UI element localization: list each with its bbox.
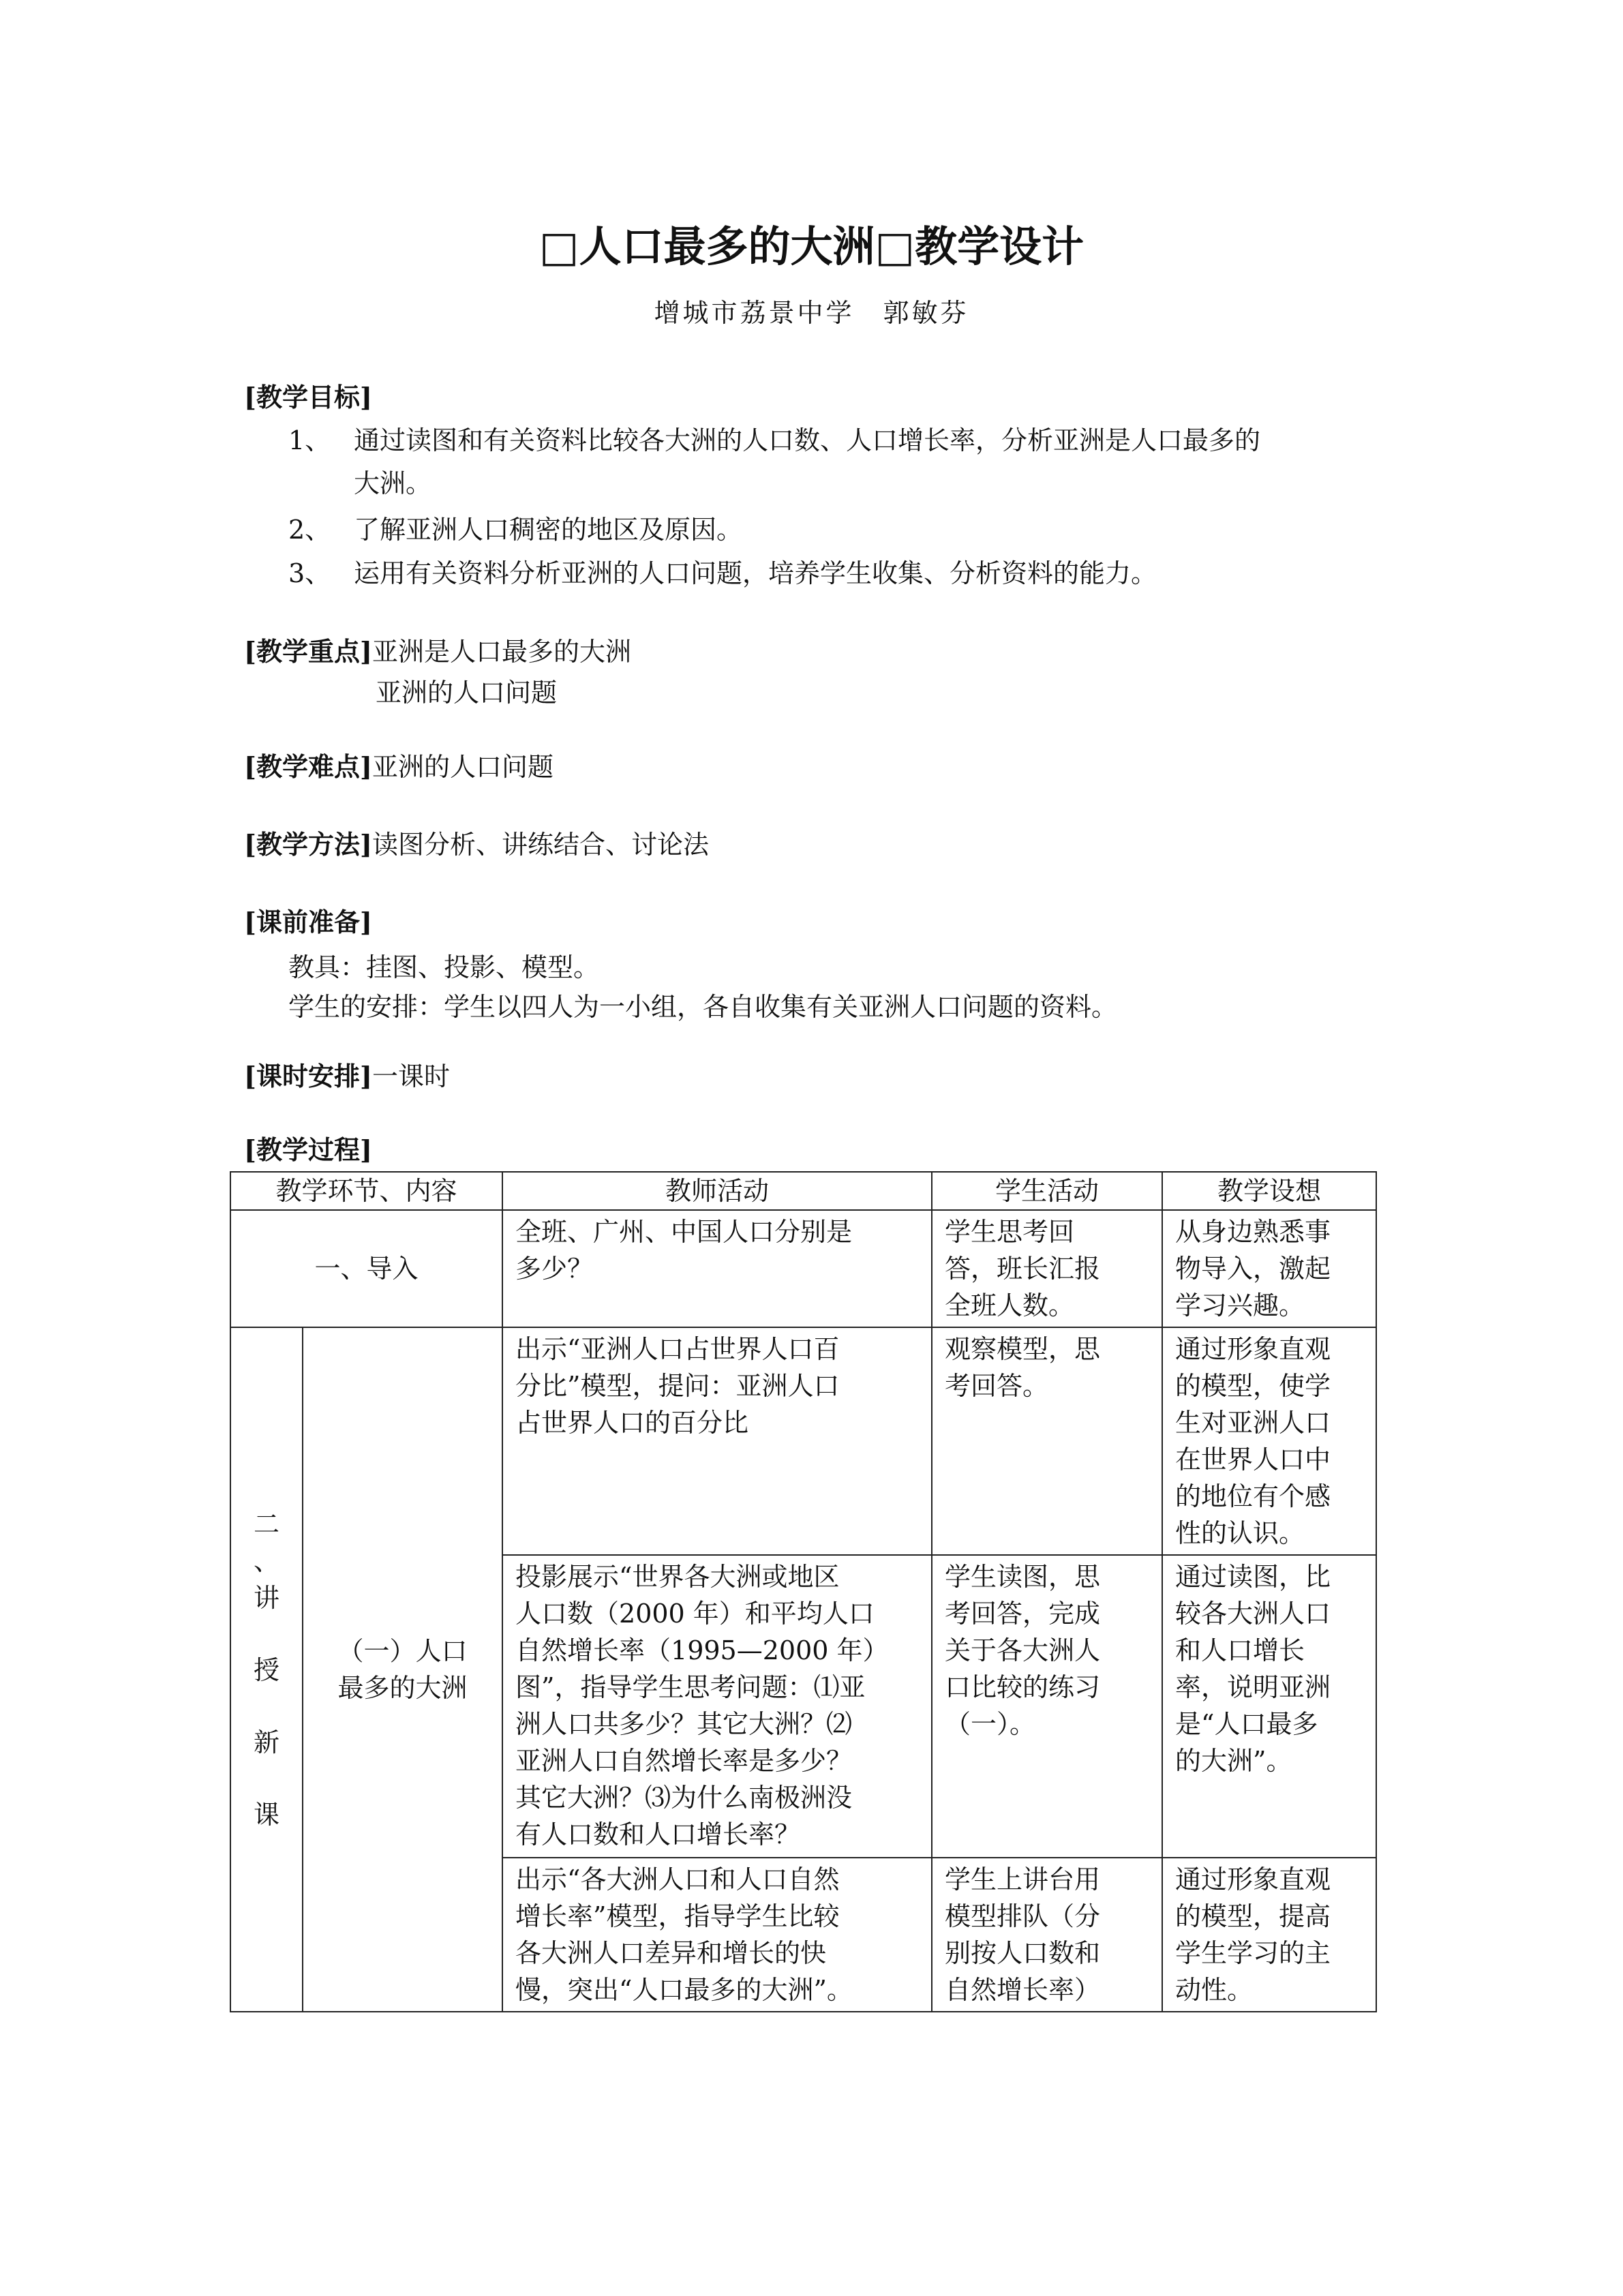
cell-line: 全班人数。: [945, 1290, 1075, 1320]
cell-line: 投影展示“世界各大洲或地区: [515, 1562, 840, 1592]
schedule: [244, 1061, 450, 1092]
cell-line: 考回答。: [945, 1371, 1049, 1401]
preparation-line1: 教具：挂图、投影、模型。: [288, 952, 600, 982]
header-teacher: 教师活动: [502, 1172, 932, 1210]
cell-line: 较各大洲人口: [1175, 1599, 1331, 1629]
header-design: 教学设想: [1162, 1172, 1376, 1210]
cell-line: 出示“亚洲人口占世界人口百: [515, 1334, 840, 1364]
author-line: 增城市荔景中学 郭敏芬: [654, 298, 969, 328]
key-points: [244, 636, 631, 667]
cell-line: 学生上讲台用: [945, 1864, 1101, 1894]
intro-stage: 一、导入: [230, 1210, 502, 1327]
cell-line: 自然增长率（1995—2000 年）: [515, 1635, 889, 1665]
objective-num: 1、: [288, 425, 331, 455]
document-title: □人口最多的大洲□教学设计: [539, 222, 1084, 271]
cell-line: 亚洲人口自然增长率是多少？: [515, 1746, 853, 1776]
section1-label: [303, 1327, 502, 2012]
header-student: 学生活动: [932, 1172, 1162, 1210]
cell-line: 的模型，提高: [1175, 1901, 1331, 1931]
row1-student: [932, 1327, 1162, 1555]
difficulty-text: 亚洲的人口问题: [371, 752, 553, 782]
intro-teacher: [502, 1210, 932, 1327]
cell-line: 出示“各大洲人口和人口自然: [515, 1864, 840, 1894]
cell-line: 最多的大洲: [337, 1673, 468, 1703]
process-heading-text: [教学过程]: [244, 1134, 372, 1165]
schedule-text: 一课时: [371, 1061, 450, 1091]
cell-line: 通过形象直观: [1175, 1864, 1331, 1894]
cell-line: 模型排队（分: [945, 1901, 1101, 1931]
stage2-label: [230, 1327, 303, 2012]
cell-line: 占世界人口的百分比: [515, 1408, 749, 1438]
cell-line: （一）。: [945, 1709, 1036, 1739]
cell-line: 是“人口最多: [1175, 1709, 1318, 1739]
difficulty-heading: [教学难点]: [244, 751, 372, 782]
table-header-row: [230, 1172, 1376, 1210]
process-table: [230, 1171, 1377, 2012]
objective-num: 2、: [288, 515, 331, 545]
objective-item-2: [288, 514, 742, 545]
header-stage: 教学环节、内容: [230, 1172, 502, 1210]
preparation-heading-text: [课前准备]: [244, 907, 372, 937]
cell-line: 慢，突出“人口最多的大洲”。: [515, 1975, 853, 2005]
row1-design: [1162, 1327, 1376, 1555]
cell-line: 洲人口共多少？其它大洲？⑵: [515, 1709, 853, 1739]
intro-design: [1162, 1210, 1376, 1327]
cell-line: 学生思考回: [945, 1217, 1075, 1247]
cell-line: 口比较的练习: [945, 1672, 1101, 1702]
cell-line: 分比”模型，提问：亚洲人口: [515, 1371, 840, 1401]
cell-line: 其它大洲？⑶为什么南极洲没: [515, 1783, 853, 1813]
row3-teacher: [502, 1858, 932, 2012]
cell-line: 考回答，完成: [945, 1599, 1101, 1629]
table-row: [230, 1327, 1376, 1555]
cell-line: 人口数（2000 年）和平均人口: [515, 1599, 875, 1629]
cell-line: （一）人口: [337, 1636, 468, 1666]
cell-line: 全班、广州、中国人口分别是: [515, 1217, 853, 1247]
objectives-heading-text: [教学目标]: [244, 382, 372, 412]
cell-line: 增长率”模型，指导学生比较: [515, 1901, 840, 1931]
method-text: 读图分析、讲练结合、讨论法: [371, 830, 709, 860]
method: [244, 829, 709, 860]
cell-line: 从身边熟悉事: [1175, 1217, 1331, 1247]
cell-line: 率，说明亚洲: [1175, 1672, 1331, 1702]
cell-line: 学生学习的主: [1175, 1938, 1331, 1968]
row2-student: [932, 1555, 1162, 1858]
difficulty: [244, 751, 553, 783]
cell-line: 通过读图，比: [1175, 1562, 1331, 1592]
cell-line: 在世界人口中: [1175, 1445, 1331, 1475]
schedule-heading: [课时安排]: [244, 1061, 372, 1091]
stage2-char: 课: [253, 1800, 279, 1830]
cell-line: 有人口数和人口增长率？: [515, 1819, 801, 1849]
cell-line: 的地位有个感: [1175, 1481, 1331, 1511]
objective-num: 3、: [288, 558, 331, 588]
preparation-line2: 学生的安排：学生以四人为一小组，各自收集有关亚洲人口问题的资料。: [288, 992, 1118, 1022]
objective-item-1-cont: 大洲。: [354, 468, 432, 498]
key-points-line2: 亚洲的人口问题: [376, 678, 558, 708]
row3-student: [932, 1858, 1162, 2012]
cell-line: 性的认识。: [1175, 1518, 1305, 1548]
row2-design: [1162, 1555, 1376, 1858]
cell-line: 通过形象直观: [1175, 1334, 1331, 1364]
cell-line: 动性。: [1175, 1975, 1254, 2005]
cell-line: 答，班长汇报: [945, 1254, 1101, 1284]
cell-line: 学生读图，思: [945, 1562, 1101, 1592]
objective-item-1: [288, 425, 1260, 456]
table-row-intro: [230, 1210, 1376, 1327]
cell-line: 生对亚洲人口: [1175, 1408, 1331, 1438]
cell-line: 和人口增长: [1175, 1635, 1305, 1665]
cell-line: 别按人口数和: [945, 1938, 1101, 1968]
stage2-char: 授: [253, 1655, 279, 1685]
objective-text: 通过读图和有关资料比较各大洲的人口数、人口增长率，分析亚洲是人口最多的: [354, 425, 1261, 455]
cell-line: 观察模型，思: [945, 1334, 1101, 1364]
cell-line: 的大洲”。: [1175, 1746, 1292, 1776]
preparation-heading: [244, 907, 372, 938]
objective-text: 运用有关资料分析亚洲的人口问题，培养学生收集、分析资料的能力。: [354, 558, 1157, 588]
cell-line: 各大洲人口差异和增长的快: [515, 1938, 827, 1968]
row1-teacher: [502, 1327, 932, 1555]
stage2-char: 二: [253, 1509, 279, 1539]
objectives-heading: [244, 382, 372, 413]
intro-student: [932, 1210, 1162, 1327]
stage2-char: 、: [253, 1546, 279, 1576]
cell-line: 的模型，使学: [1175, 1371, 1331, 1401]
objective-item-3: [288, 558, 1157, 589]
cell-line: 自然增长率）: [945, 1975, 1101, 2005]
row3-design: [1162, 1858, 1376, 2012]
method-heading: [教学方法]: [244, 829, 372, 860]
cell-line: 物导入，激起: [1175, 1254, 1331, 1284]
cell-line: 关于各大洲人: [945, 1635, 1101, 1665]
objective-text: 了解亚洲人口稠密的地区及原因。: [354, 515, 743, 545]
key-points-line1: 亚洲是人口最多的大洲: [371, 637, 631, 667]
cell-line: 学习兴趣。: [1175, 1290, 1305, 1320]
stage2-char: 讲: [253, 1583, 279, 1613]
row2-teacher: [502, 1555, 932, 1858]
cell-line: 多少？: [515, 1254, 594, 1284]
process-heading: [244, 1134, 372, 1166]
cell-line: 图”，指导学生思考问题：⑴亚: [515, 1672, 866, 1702]
stage2-char: 新: [253, 1727, 279, 1757]
key-points-heading: [教学重点]: [244, 636, 372, 667]
